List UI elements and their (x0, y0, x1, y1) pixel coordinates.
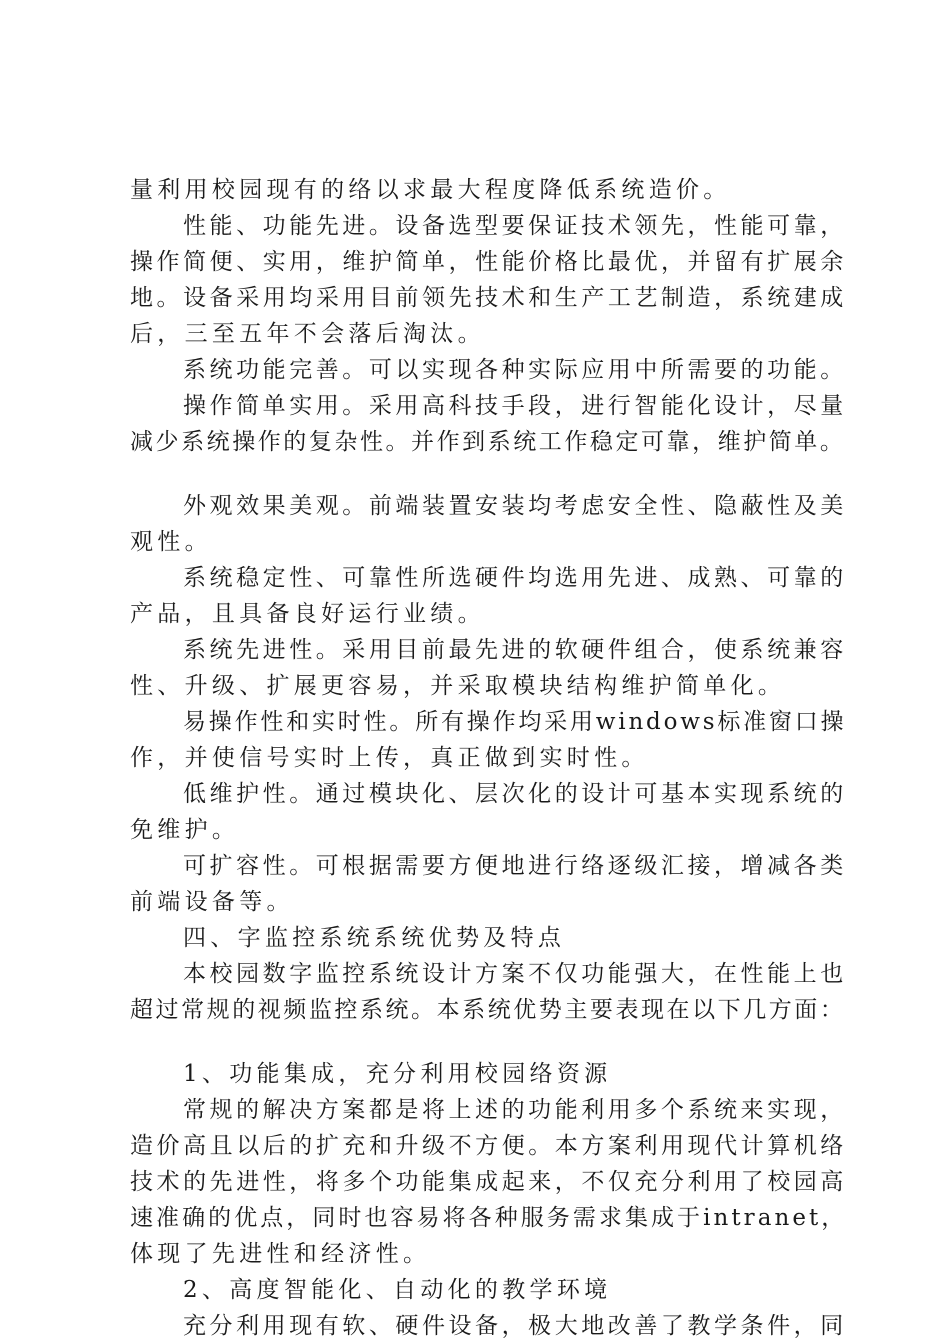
text-line: 性、升级、扩展更容易，并采取模块结构维护简单化。 (130, 673, 786, 699)
text-line: 前端设备等。 (130, 889, 294, 915)
text-line: 可扩容性。可根据需要方便地进行络逐级汇接，增减各类 (183, 853, 847, 879)
paragraph-gap (130, 460, 850, 488)
text-line: 性能、功能先进。设备选型要保证技术领先，性能可靠， (183, 213, 847, 239)
text-line: 作，并使信号实时上传，真正做到实时性。 (130, 745, 649, 771)
document-body (130, 172, 850, 1344)
text-line: 产品，且具备良好运行业绩。 (130, 601, 485, 627)
text-line: 超过常规的视频监控系统。本系统优势主要表现在以下几方面： (130, 997, 846, 1023)
text-line: 速准确的优点，同时也容易将各种服务需求集成于intranet， (130, 1205, 848, 1231)
paragraph-gap (130, 1028, 850, 1056)
text-line: 后，三至五年不会落后淘汰。 (130, 321, 485, 347)
text-line: 充分利用现有软、硬件设备，极大地改善了教学条件，同 (183, 1313, 847, 1339)
text-line: 造价高且以后的扩充和升级不方便。本方案利用现代计算机络 (130, 1133, 847, 1159)
text-line: 易操作性和实时性。所有操作均采用windows标准窗口操 (183, 709, 847, 735)
text-line: 免维护。 (130, 817, 240, 843)
subsection-heading: 2、高度智能化、自动化的教学环境 (183, 1277, 612, 1303)
text-line: 系统稳定性、可靠性所选硬件均选用先进、成熟、可靠的 (183, 565, 847, 591)
text-line: 本校园数字监控系统设计方案不仅功能强大，在性能上也 (183, 961, 847, 987)
text-line: 体现了先进性和经济性。 (130, 1241, 431, 1267)
text-line: 低维护性。通过模块化、层次化的设计可基本实现系统的 (183, 781, 847, 807)
text-line: 观性。 (130, 529, 212, 555)
text-line: 系统功能完善。可以实现各种实际应用中所需要的功能。 (183, 357, 847, 383)
subsection-heading: 1、功能集成，充分利用校园络资源 (183, 1061, 612, 1087)
text-line: 量利用校园现有的络以求最大程度降低系统造价。 (130, 177, 731, 203)
text-line: 技术的先进性，将多个功能集成起来，不仅充分利用了校园高 (130, 1169, 847, 1195)
section-heading: 四、字监控系统系统优势及特点 (183, 925, 566, 951)
text-line: 操作简单实用。采用高科技手段，进行智能化设计，尽量 (183, 393, 847, 419)
text-line: 常规的解决方案都是将上述的功能利用多个系统来实现， (183, 1097, 847, 1123)
text-line: 系统先进性。采用目前最先进的软硬件组合，使系统兼容 (183, 637, 847, 663)
text-line: 地。设备采用均采用目前领先技术和生产工艺制造，系统建成 (130, 285, 847, 311)
text-line: 外观效果美观。前端装置安装均考虑安全性、隐蔽性及美 (183, 493, 847, 519)
text-line: 操作简便、实用，维护简单，性能价格比最优，并留有扩展余 (130, 249, 847, 275)
text-line: 减少系统操作的复杂性。并作到系统工作稳定可靠，维护简单。 (130, 429, 846, 455)
